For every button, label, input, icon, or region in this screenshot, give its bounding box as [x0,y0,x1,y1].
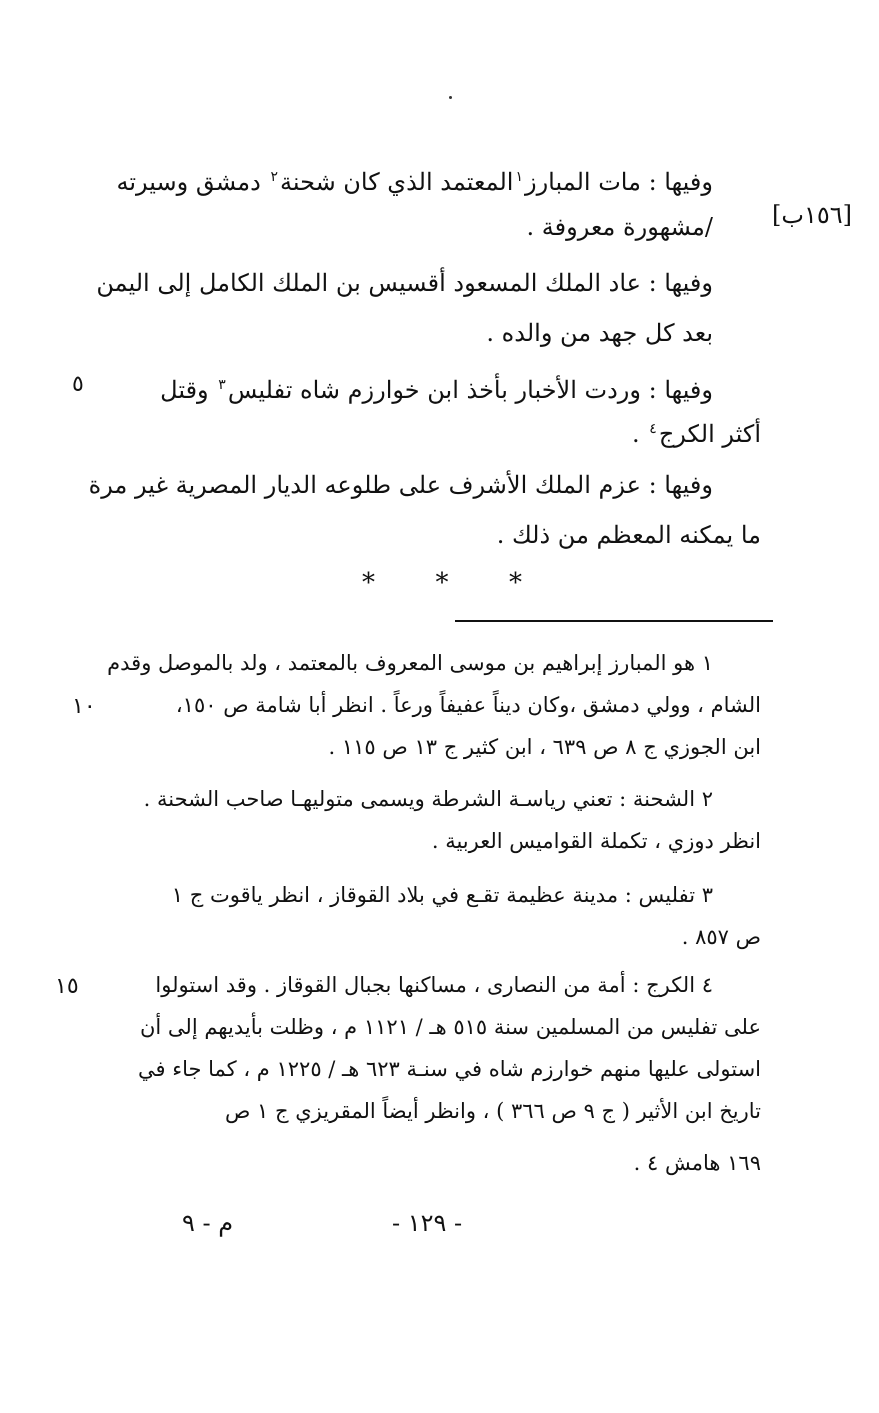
footnote-4-line: على تفليس من المسلمين سنة ٥١٥ هـ / ١١٢١ م ، وظلت بأيديهم إلى أن [139,1015,761,1039]
body-line [632,412,761,451]
footnote-1-line: الشام ، وولي دمشق ،وكان ديناً عفيفاً ورعاً . انظر أبا شامة ص ١٥٠، [175,693,761,717]
body-line: /مشهورة معروفة . [526,213,713,241]
line-number-15: ١٥ [55,974,79,999]
footnote-4-line: ١٦٩ هامش ٤ . [633,1151,761,1175]
page-number: - ١٢٩ - [392,1209,463,1237]
body-text: أكثر الكرج [658,420,761,448]
footnote-3-line: ٣ تفليس : مدينة عظيمة تقـع في بلاد القوقاز ، انظر ياقوت ج ١ [171,883,713,907]
star-icon: * [435,568,449,598]
footnote-ref: ٣ [218,377,226,393]
body-line: ما يمكنه المعظم من ذلك . [496,521,761,549]
body-text: وفيها : مات المبارز [524,168,713,196]
body-text: وفيها : وردت الأخبار بأخذ ابن خوارزم شاه تفليس [227,376,713,404]
footnote-4-line: تاريخ ابن الأثير ( ج ٩ ص ٣٦٦ ) ، وانظر أيضاً المقريزي ج ١ ص [224,1099,761,1123]
footnote-ref: ٢ [270,169,278,185]
line-number-5: ٥ [72,372,84,397]
footnote-2-line: انظر دوزي ، تكملة القواميس العربية . [431,829,761,853]
body-text: وقتل [160,376,209,404]
body-line: وفيها : عاد الملك المسعود أقسيس بن الملك الكامل إلى اليمن [96,269,713,297]
footnote-divider [455,620,773,622]
star-icon: * [509,568,522,598]
footnote-ref: ١ [515,169,523,185]
signature-mark: م - ٩ [182,1209,234,1237]
body-line: بعد كل جهد من والده . [486,319,713,347]
body-line: وفيها : عزم الملك الأشرف على طلوعه الديار المصرية غير مرة [88,471,713,499]
body-line [160,368,713,407]
body-text: دمشق وسيرته [116,168,261,196]
footnote-3-line: ص ٨٥٧ . [681,925,761,949]
footnote-4-line: استولى عليها منهم خوارزم شاه في سنـة ٦٢٣ هـ / ١٢٢٥ م ، كما جاء في [137,1057,761,1081]
footnote-1-line: ابن الجوزي ج ٨ ص ٦٣٩ ، ابن كثير ج ١٣ ص ١١٥ . [328,735,761,759]
star-icon: * [362,568,375,598]
footnote-4-line: ٤ الكرج : أمة من النصارى ، مساكنها بجبال القوقاز . وقد استولوا [155,973,713,997]
manuscript-folio-marker: [١٥٦ب] [772,201,853,229]
body-text: المعتمد الذي كان شحنة [279,168,514,196]
footnote-1-line: ١ هو المبارز إبراهيم بن موسى المعروف بالمعتمد ، ولد بالموصل وقدم [107,651,713,675]
body-text: . [632,420,640,448]
body-line [116,160,713,199]
line-number-10: ١٠ [72,694,96,719]
footnote-2-line: ٢ الشحنة : تعني رياسـة الشرطة ويسمى متوليهـا صاحب الشحنة . [143,787,713,811]
page-speck [449,96,452,99]
section-separator-stars [362,568,522,598]
footnote-ref: ٤ [649,421,657,437]
